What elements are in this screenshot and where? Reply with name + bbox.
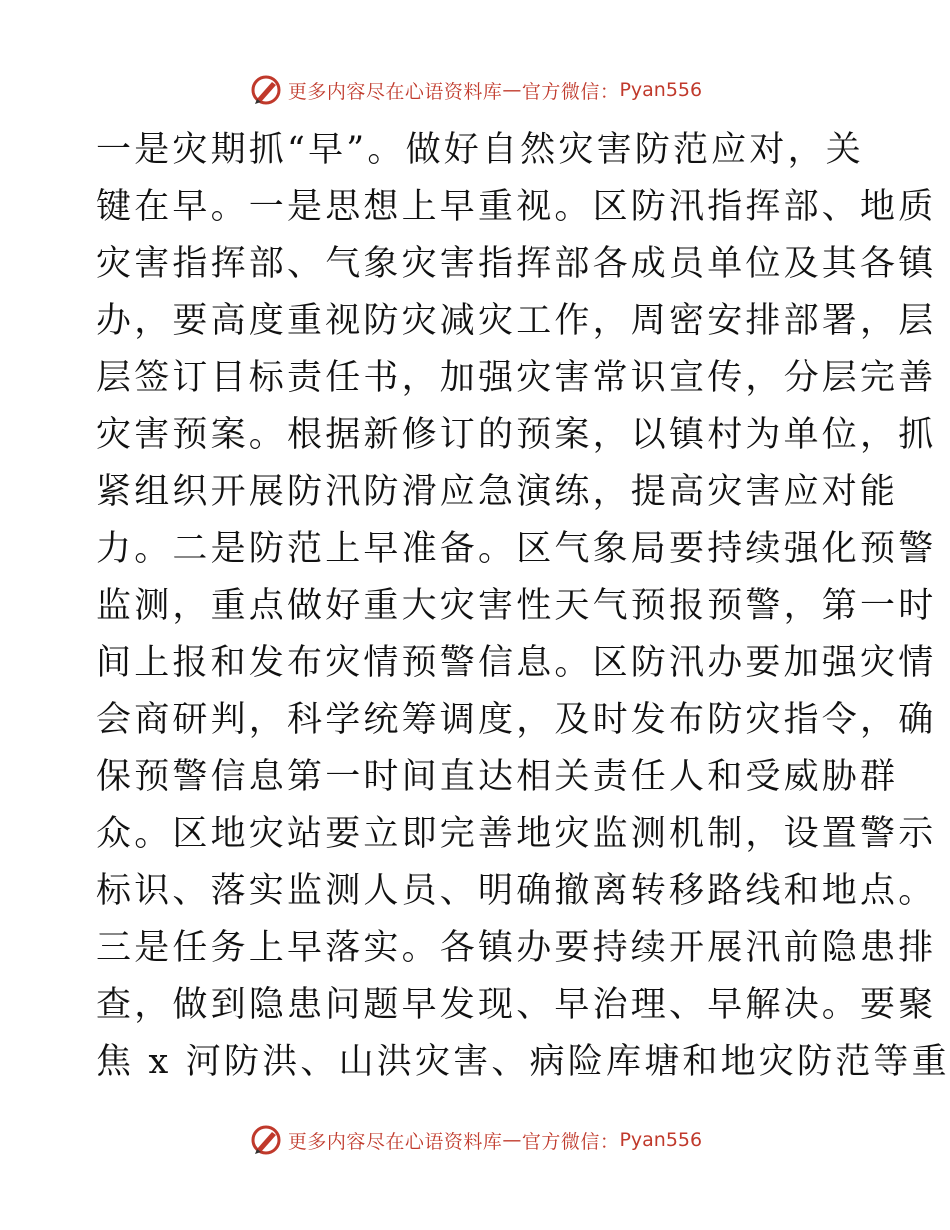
text-line: 查，做到隐患问题早发现、早治理、早解决。要聚 xyxy=(96,985,937,1025)
banner-wechat-id: Pyan556 xyxy=(619,79,703,101)
banner-dash: — xyxy=(502,1129,522,1151)
pen-in-circle-logo-icon xyxy=(248,72,284,108)
pen-in-circle-logo-icon xyxy=(248,1122,284,1158)
banner-wechat-label: 官方微信： xyxy=(521,1130,620,1153)
banner-wechat-id: Pyan556 xyxy=(619,1129,703,1151)
text-line: 一是灾期抓“早”。做好自然灾害防范应对，关 xyxy=(96,130,864,170)
text-line: 层签订目标责任书，加强灾害常识宣传，分层完善 xyxy=(96,358,937,398)
text-line: 会商研判，科学统筹调度，及时发布防灾指令，确 xyxy=(96,700,937,740)
text-line: 监测，重点做好重大灾害性天气预报预警，第一时 xyxy=(96,586,937,626)
text-line: 力。二是防范上早准备。区气象局要持续强化预警 xyxy=(96,529,937,569)
banner-wechat-label: 官方微信： xyxy=(521,80,620,103)
text-line: 焦 x 河防洪、山洪灾害、病险库塘和地灾防范等重 xyxy=(96,1042,950,1082)
banner-dash: — xyxy=(502,79,522,101)
banner-text: 更多内容尽在心语资料库 xyxy=(287,1130,503,1153)
header-banner xyxy=(0,70,950,110)
text-line: 灾害指挥部、气象灾害指挥部各成员单位及其各镇 xyxy=(96,244,937,284)
text-line: 灾害预案。根据新修订的预案，以镇村为单位，抓 xyxy=(96,415,937,455)
text-line: 紧组织开展防汛防滑应急演练，提高灾害应对能 xyxy=(96,472,899,512)
text-line: 众。区地灾站要立即完善地灾监测机制，设置警示 xyxy=(96,814,937,854)
banner-text: 更多内容尽在心语资料库 xyxy=(287,80,503,103)
text-line: 键在早。一是思想上早重视。区防汛指挥部、地质 xyxy=(96,187,937,227)
text-line: 三是任务上早落实。各镇办要持续开展汛前隐患排 xyxy=(96,928,937,968)
text-line: 间上报和发布灾情预警信息。区防汛办要加强灾情 xyxy=(96,643,937,683)
text-line: 保预警信息第一时间直达相关责任人和受威胁群 xyxy=(96,757,899,797)
text-line: 办，要高度重视防灾减灾工作，周密安排部署，层 xyxy=(96,301,937,341)
text-line: 标识、落实监测人员、明确撤离转移路线和地点。 xyxy=(96,871,937,911)
footer-banner xyxy=(0,1120,950,1160)
